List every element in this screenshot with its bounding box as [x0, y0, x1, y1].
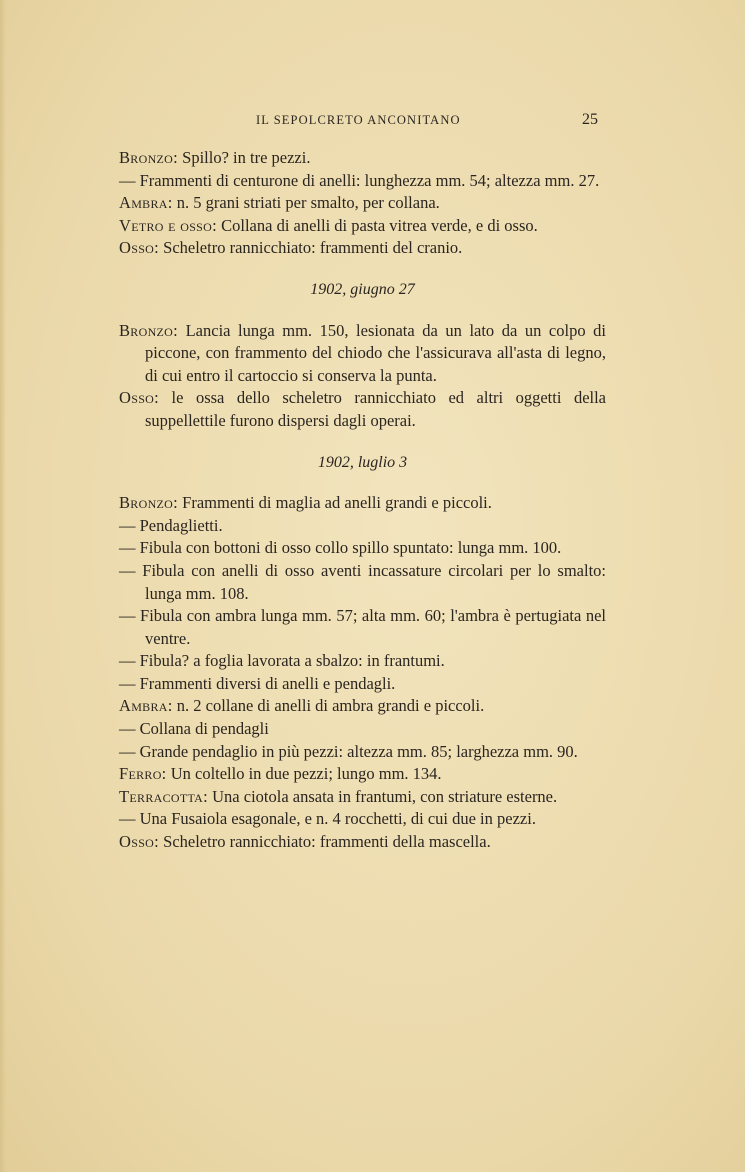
entry-text: Collana di pendagli [139, 719, 269, 739]
page-body [119, 147, 606, 854]
inventory-entry [119, 147, 606, 170]
entry-text: Frammenti di maglia ad anelli grandi e piccoli. [182, 493, 492, 513]
entry-dash: — [119, 741, 136, 761]
inventory-entry [119, 387, 606, 432]
page-header [0, 113, 745, 133]
entry-material-label: Osso: [119, 238, 160, 258]
date-heading-1: 1902, giugno 27 [310, 280, 415, 298]
page-number: 25 [582, 111, 598, 128]
inventory-entry [119, 718, 606, 741]
inventory-entry [119, 673, 606, 696]
entry-text: Fibula? a foglia lavorata a sbalzo: in frantumi. [139, 651, 445, 671]
inventory-entry [119, 192, 606, 215]
inventory-entry [119, 492, 606, 515]
inventory-entry [119, 170, 606, 193]
inventory-entry [119, 560, 606, 605]
entry-text: n. 2 collane di anelli di ambra grandi e piccoli. [176, 696, 485, 716]
inventory-entry [119, 320, 606, 388]
inventory-entry [119, 515, 606, 538]
inventory-entry [119, 763, 606, 786]
entries-group-2 [119, 320, 606, 433]
entry-text: Una Fusaiola esagonale, e n. 4 rocchetti, di cui due in pezzi. [139, 809, 536, 829]
inventory-entry [119, 650, 606, 673]
entry-text: Un coltello in due pezzi; lungo mm. 134. [170, 764, 442, 784]
entry-dash: — [119, 651, 136, 671]
entry-text: le ossa dello scheletro rannicchiato ed altri oggetti della suppellettile furono dispersi dagli operai. [145, 388, 607, 430]
entry-material-label: Ambra: [119, 696, 173, 716]
entry-material-label: Bronzo: [119, 493, 179, 513]
entries-group-1 [119, 147, 606, 260]
inventory-entry [119, 786, 606, 809]
entry-text: Scheletro rannicchiato: frammenti della mascella. [163, 832, 491, 852]
entry-dash: — [119, 515, 136, 535]
entry-material-label: Ferro: [119, 764, 167, 784]
inventory-entry [119, 831, 606, 854]
entry-material-label: Vetro e osso: [119, 215, 217, 235]
entry-dash: — [119, 560, 136, 580]
entry-text: Pendaglietti. [139, 515, 223, 535]
inventory-entry [119, 237, 606, 260]
entry-dash: — [119, 673, 136, 693]
entry-dash: — [119, 809, 136, 829]
entry-dash: — [119, 606, 136, 626]
entry-material-label: Terracotta: [119, 786, 209, 806]
inventory-entry [119, 605, 606, 650]
entry-text: n. 5 grani striati per smalto, per collana. [176, 193, 440, 213]
page-edge-shadow [0, 0, 6, 1172]
entry-text: Spillo? in tre pezzi. [182, 148, 311, 167]
entry-material-label: Bronzo: [119, 320, 179, 340]
entry-text: Collana di anelli di pasta vitrea verde, e di osso. [221, 215, 538, 235]
entry-material-label: Osso: [119, 388, 160, 408]
entry-text: Scheletro rannicchiato: frammenti del cranio. [163, 238, 463, 258]
entry-text: Fibula con ambra lunga mm. 57; alta mm. 60; l'ambra è pertugiata nel ventre. [140, 606, 606, 648]
running-title: IL SEPOLCRETO ANCONITANO [256, 113, 461, 127]
entry-text: Una ciotola ansata in frantumi, con striature esterne. [212, 786, 558, 806]
inventory-entry [119, 215, 606, 238]
entries-group-3 [119, 492, 606, 854]
entry-dash: — [119, 719, 136, 739]
entry-text: Fibula con bottoni di osso collo spillo spuntato: lunga mm. 100. [139, 538, 562, 558]
date-heading-2: 1902, luglio 3 [317, 453, 408, 471]
inventory-entry [119, 741, 606, 764]
entry-dash: — [119, 538, 136, 558]
entry-material-label: Bronzo: [119, 148, 179, 167]
inventory-entry [119, 537, 606, 560]
entry-text: Lancia lunga mm. 150, lesionata da un lato da un colpo di piccone, con frammento del chiodo che l'assicurava all'asta di legno, di cui entro il cartoccio si conserva la punta. [145, 320, 606, 385]
inventory-entry [119, 695, 606, 718]
entry-text: Grande pendaglio in più pezzi: altezza mm. 85; larghezza mm. 90. [139, 741, 578, 761]
entry-material-label: Osso: [119, 832, 160, 852]
entry-text: Frammenti diversi di anelli e pendagli. [139, 673, 396, 693]
entry-text: Frammenti di centurone di anelli: lunghezza mm. 54; altezza mm. 27. [139, 170, 600, 190]
inventory-entry [119, 808, 606, 831]
entry-text: Fibula con anelli di osso aventi incassature circolari per lo smalto: lunga mm. 108. [142, 560, 607, 603]
entry-material-label: Ambra: [119, 193, 173, 213]
entry-dash: — [119, 170, 136, 190]
